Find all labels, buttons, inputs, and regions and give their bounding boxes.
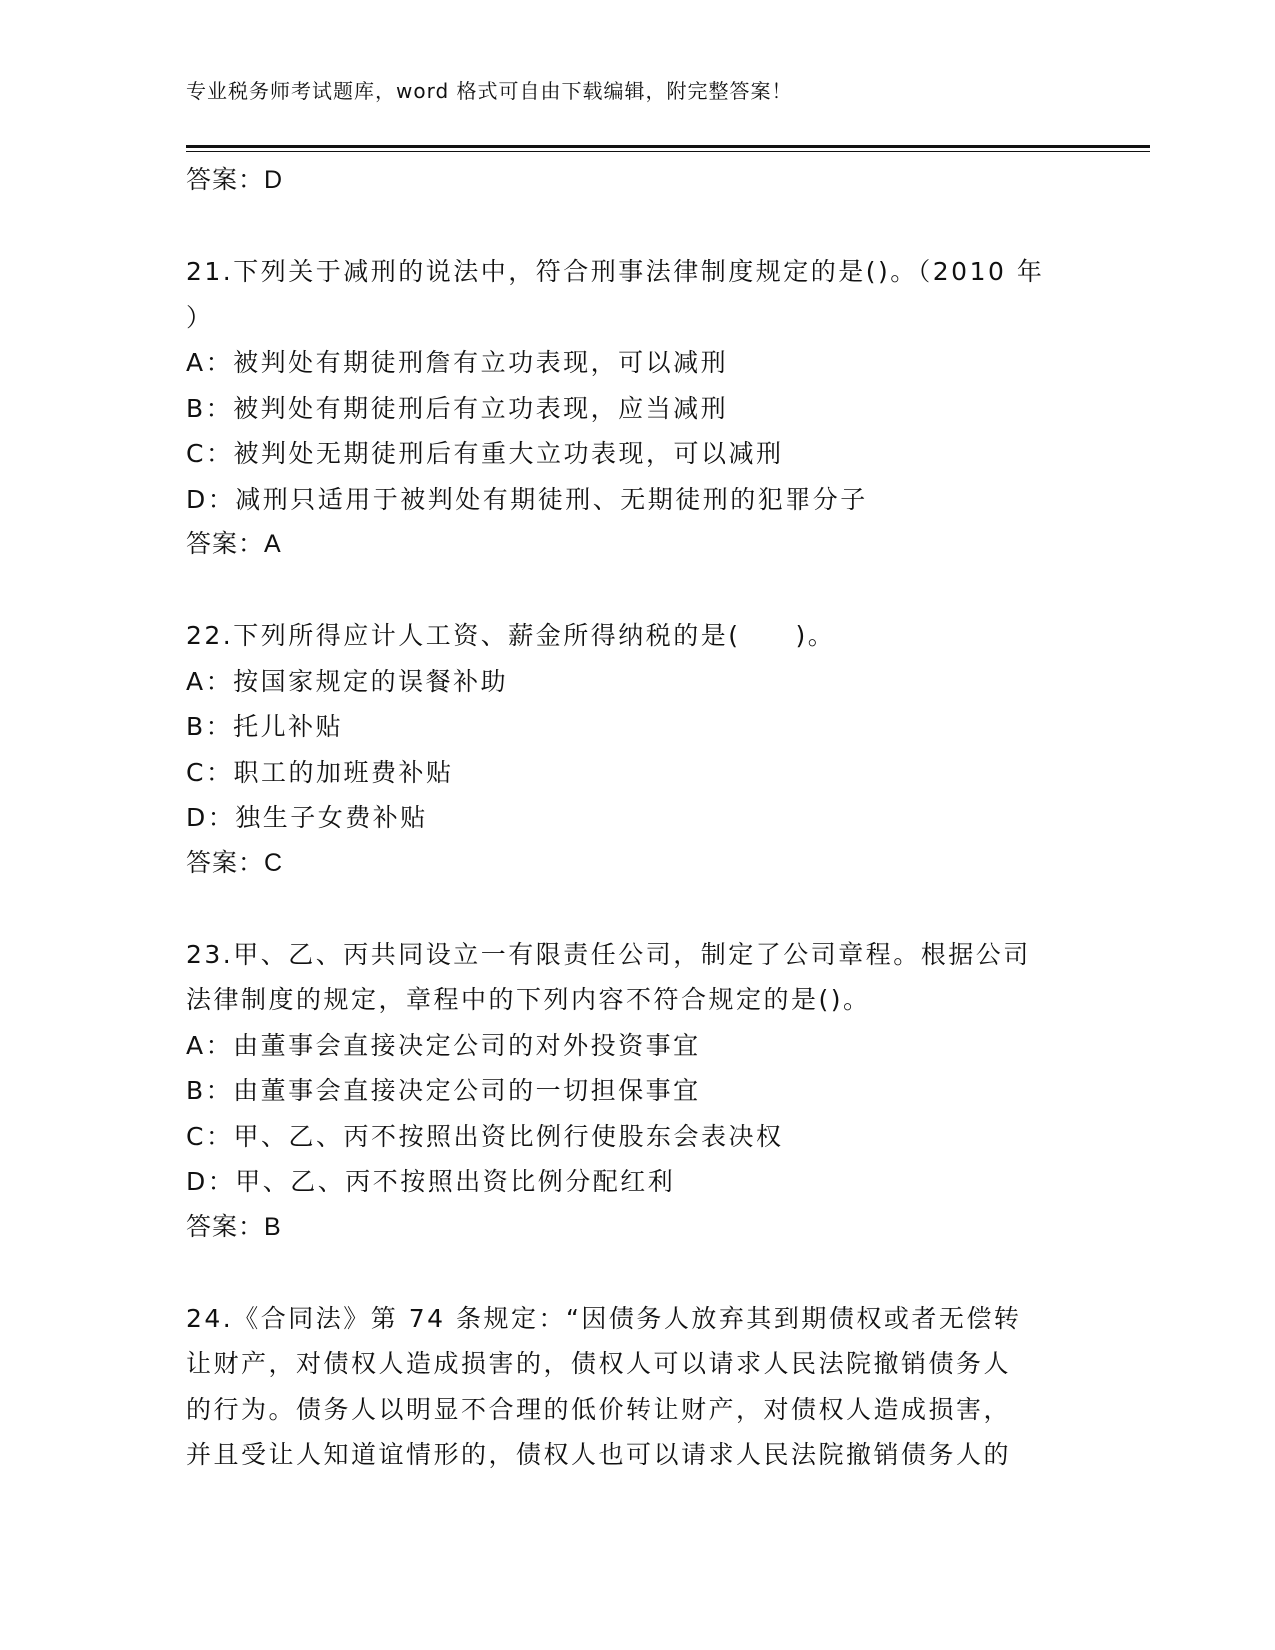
page-header: 专业税务师考试题库，word 格式可自由下载编辑，附完整答案！ (186, 79, 793, 103)
question-stem: 的行为。债务人以明显不合理的低价转让财产，对债权人造成损害， (186, 1394, 1012, 1424)
spacer (186, 1250, 1086, 1296)
question-stem: 23.甲、乙、丙共同设立一有限责任公司，制定了公司章程。根据公司 (186, 939, 1031, 969)
question-24 (186, 1296, 1086, 1478)
option-a: A：由董事会直接决定公司的对外投资事宜 (186, 1030, 701, 1060)
answer-line: 答案：C (186, 848, 284, 877)
document-body (186, 158, 1086, 1478)
option-b: B：由董事会直接决定公司的一切担保事宜 (186, 1076, 701, 1105)
answer-line: 答案：D (186, 166, 284, 194)
question-21 (186, 249, 1086, 568)
option-d: D：甲、乙、丙不按照出资比例分配红利 (186, 1167, 676, 1196)
option-c: C：被判处无期徒刑后有重大立功表现，可以减刑 (186, 439, 784, 468)
answer-line: 答案：A (186, 530, 282, 558)
spacer (186, 886, 1086, 932)
question-stem: ） (186, 302, 214, 332)
option-d: D：减刑只适用于被判处有期徒刑、无期徒刑的犯罪分子 (186, 484, 868, 514)
question-stem: 法律制度的规定，章程中的下列内容不符合规定的是()。 (186, 985, 871, 1014)
question-stem: 并且受让人知道谊情形的，债权人也可以请求人民法院撤销债务人的 (186, 1440, 1012, 1469)
option-c: C：甲、乙、丙不按照出资比例行使股东会表决权 (186, 1121, 784, 1151)
option-b: B：被判处有期徒刑后有立功表现，应当减刑 (186, 393, 729, 423)
option-b: B：托儿补贴 (186, 712, 344, 741)
header-rule-thick (186, 145, 1150, 148)
question-stem: 让财产，对债权人造成损害的，债权人可以请求人民法院撤销债务人 (186, 1349, 1012, 1378)
spacer (186, 204, 1086, 250)
question-stem: 24.《合同法》第 74 条规定：“因债务人放弃其到期债权或者无偿转 (186, 1303, 1022, 1333)
question-stem: 21.下列关于减刑的说法中，符合刑事法律制度规定的是()。（2010 年 (186, 257, 1045, 286)
option-c: C：职工的加班费补贴 (186, 757, 454, 787)
header-rule-thin (186, 151, 1150, 152)
question-22 (186, 613, 1086, 886)
option-a: A：被判处有期徒刑詹有立功表现，可以减刑 (186, 348, 729, 377)
option-d: D：独生子女费补贴 (186, 803, 428, 832)
answer-line: 答案：B (186, 1212, 282, 1241)
question-stem: 22.下列所得应计人工资、薪金所得纳税的是( )。 (186, 621, 836, 650)
question-23 (186, 932, 1086, 1251)
spacer (186, 568, 1086, 614)
option-a: A：按国家规定的误餐补助 (186, 666, 509, 696)
